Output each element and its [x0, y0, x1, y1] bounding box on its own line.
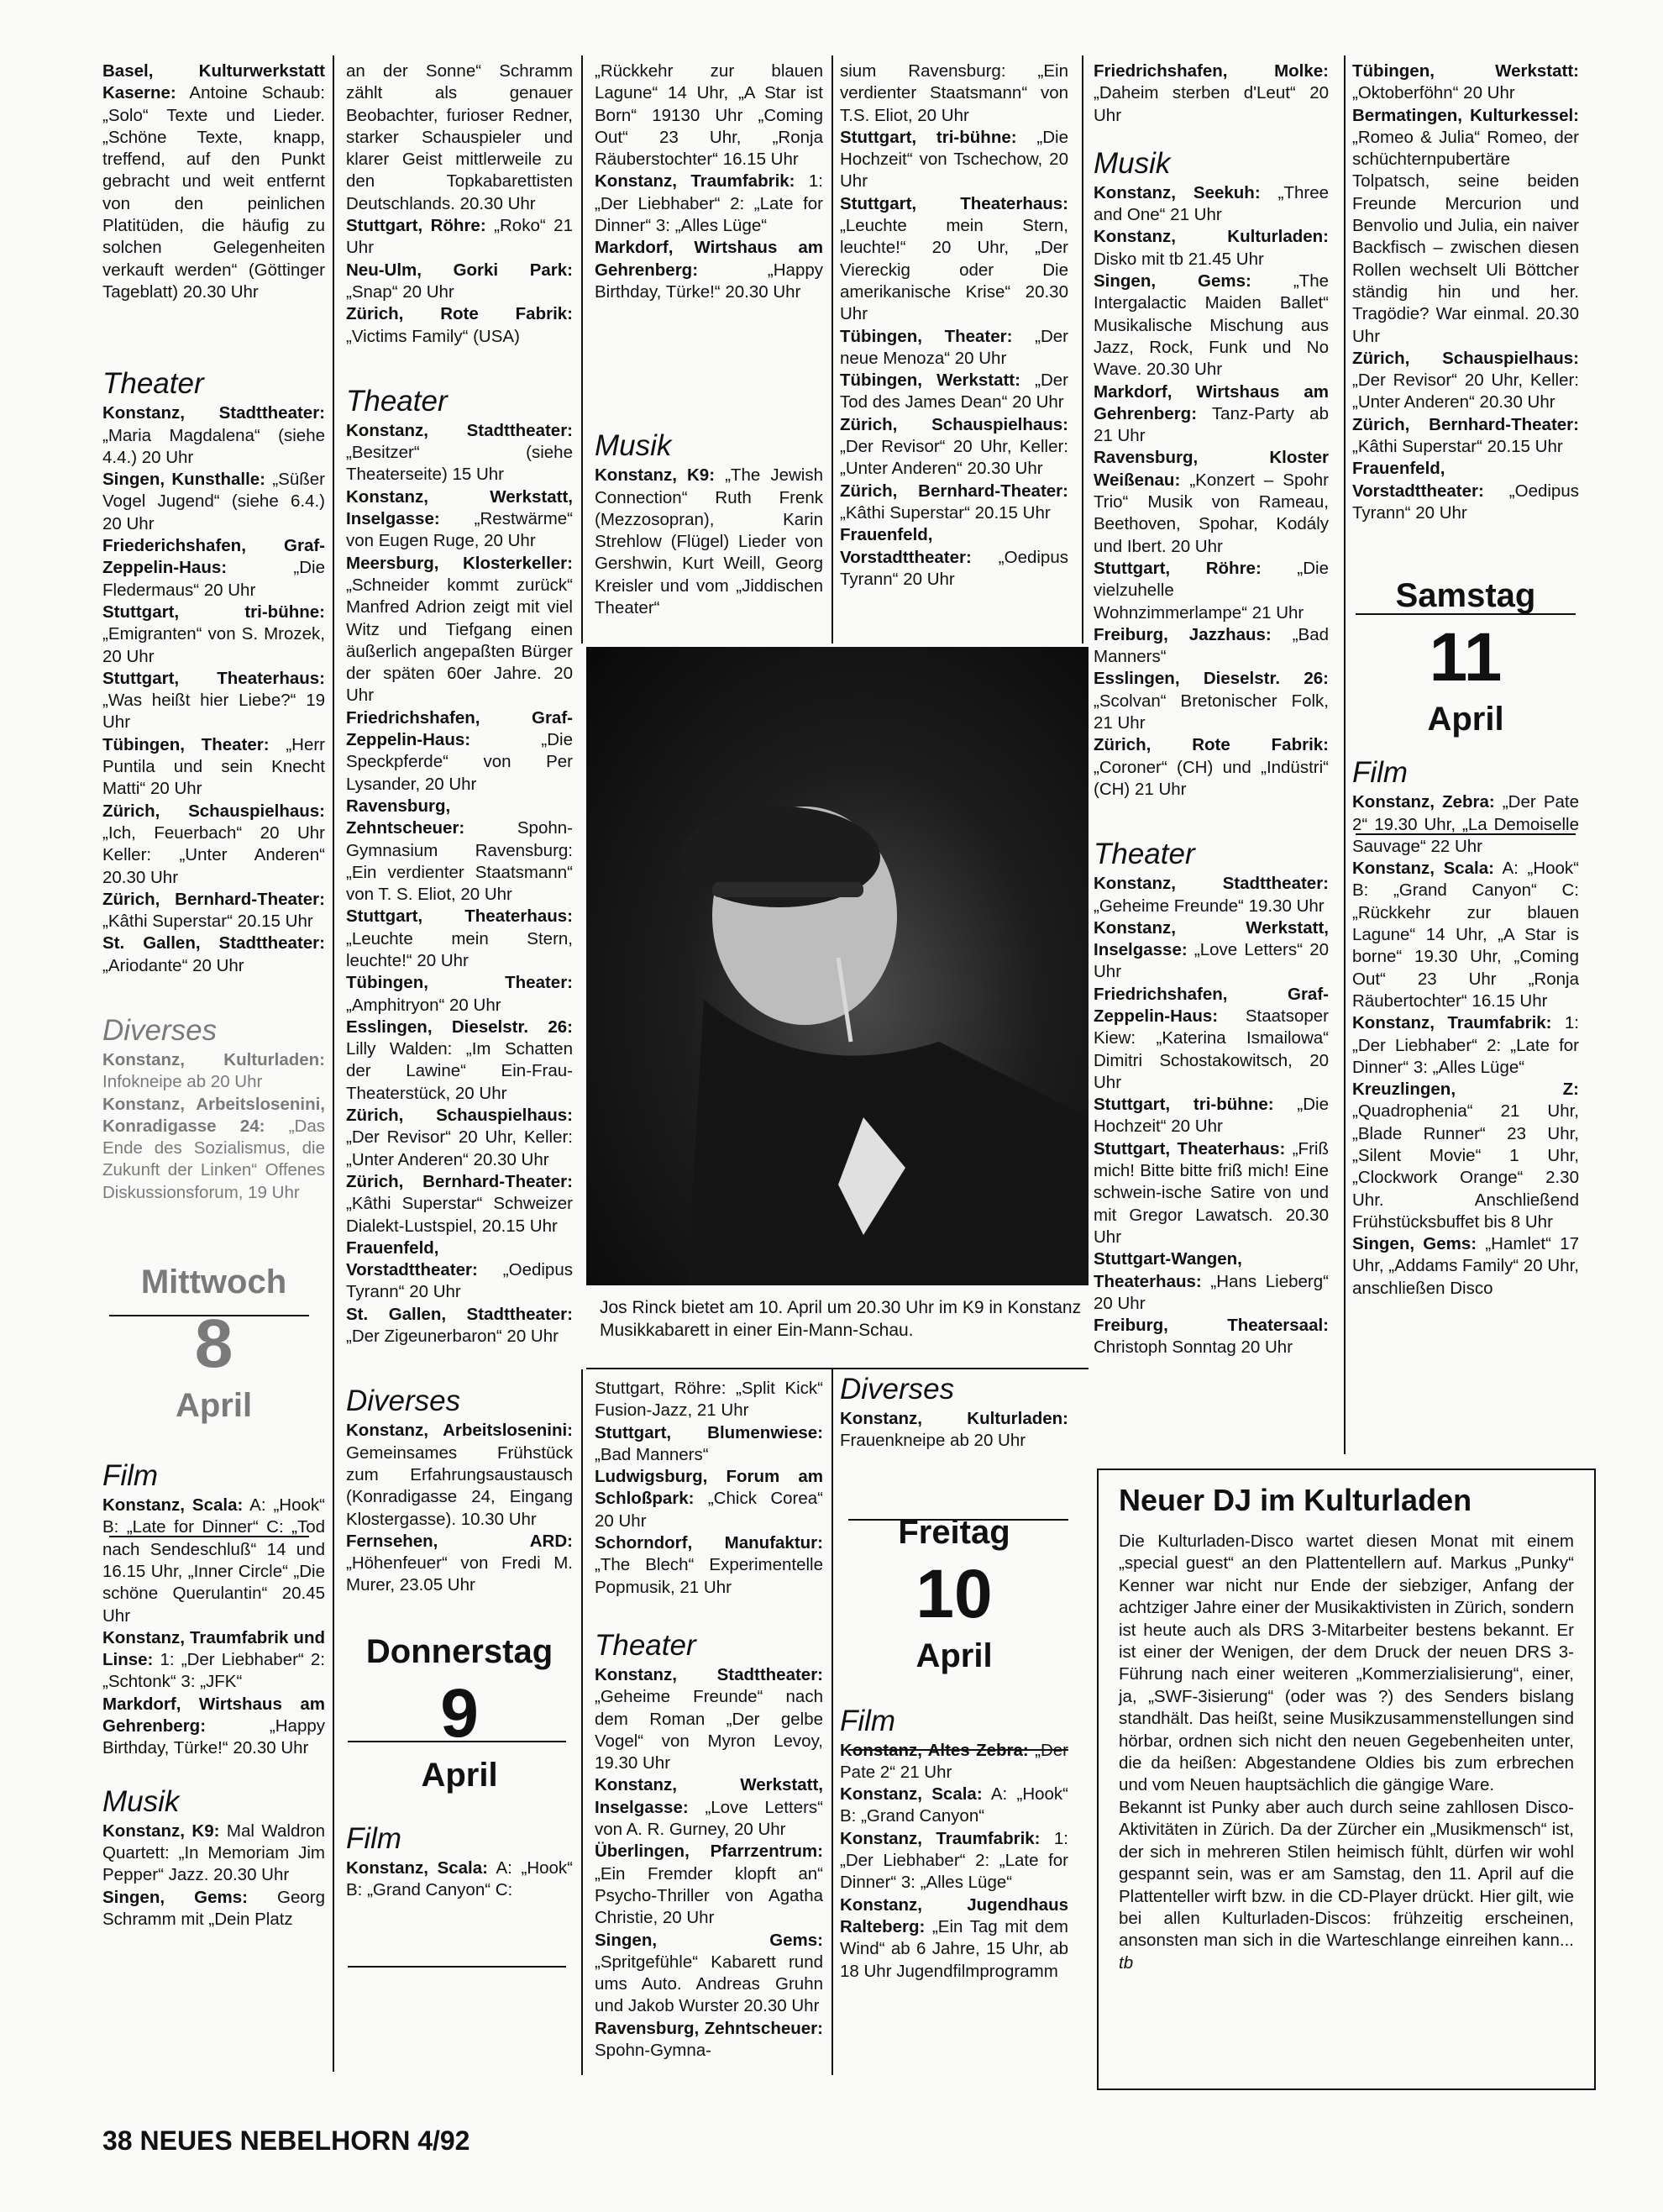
listing-entry: an der Sonne“ Schramm zählt als genauer Beobachter, furioser Redner, starker Schauspieler und klarer Geist mittlerweile zu den Topkabarettisten Deutschlands. 20.30 Uhr — [346, 61, 573, 213]
listing-entry: Konstanz, Kulturladen: Infokneipe ab 20 Uhr — [102, 1049, 325, 1092]
listing-entry: Konstanz, Scala: A: „Hook“ B: „Late for Dinner“ C: „Tod nach Sendeschluß“ 14 und 16.15 Uhr, „Inner Circle“ „Die schöne Querulantin“ 20.45 Uhr — [102, 1495, 325, 1626]
day-header-thursday — [346, 1631, 573, 1795]
section-heading-diverses: Diverses — [346, 1384, 461, 1418]
section-heading-theater: Theater — [1094, 838, 1195, 871]
listing-entry: Stuttgart-Wangen, Theaterhaus: „Hans Lieberg“ 20 Uhr — [1094, 1249, 1329, 1313]
day-rule-bottom — [348, 1966, 566, 1968]
listing-entry: Zürich, Schauspielhaus: „Der Revisor“ 20 Uhr, Keller: „Unter Anderen“ 20.30 Uhr — [1352, 348, 1579, 412]
performer-photo-icon — [586, 647, 1089, 1285]
listing-entry: Friedrichshafen, Molke: „Daheim sterben d'Leut“ 20 Uhr — [1094, 61, 1329, 125]
listing-entry: Stuttgart, Theaterhaus: „Friß mich! Bitte bitte friß mich! Eine schwein-ische Satire von und mit Gregor Lawatsch. 20.30 Uhr — [1094, 1138, 1329, 1247]
listing-entry: Konstanz, Scala: A: „Hook“ B: „Grand Canyon“ C: „Rückkehr zur blauen Lagune“ 14 Uhr, „A Star is borne“ 19.30 Uhr, „Coming Out“ 23 Uhr „Ronja Räubertochter“ 16.15 Uhr — [1352, 859, 1579, 1011]
listing-entry: Zürich, Bernhard-Theater: „Kâthi Superstar“ Schweizer Dialekt-Lustspiel, 20.15 Uhr — [346, 1171, 573, 1236]
listing-entry: Freiburg, Jazzhaus: „Bad Manners“ — [1094, 624, 1329, 667]
listing-entry: Stuttgart, Theaterhaus: „Leuchte mein Stern, leuchte!“ 20 Uhr, „Der Viereckig oder Die amerikanische Krise“ 20.30 Uhr — [840, 193, 1068, 324]
listing-entry: Konstanz, Traumfabrik: 1: „Der Liebhaber“ 2: „Late for Dinner“ 3: „Alles Lüge“ — [840, 1828, 1069, 1893]
article-paragraph: Bekannt ist Punky aber auch durch seine zahllosen Disco-Aktivitäten in Zürich. Da der Zürcher ein „Musikmensch“ ist, der sich in mehreren Stilen heimisch fühlt, dürfen wir wohl gespannt sein, was er am Samstag, den 11. April auf die Plattenteller wirft bzw. in die CD-Player drückt. Hier gilt, wie bei allen Kulturladen-Discos: frühzeitig erscheinen, ansonsten man sich in die Warteschlange einreihen kann... tb — [1119, 1797, 1574, 1973]
listing-entry: Esslingen, Dieselstr. 26: Lilly Walden: „Im Schatten der Lawine“ Ein-Frau-Theaterstück, 20 Uhr — [346, 1017, 573, 1103]
day-header-wednesday — [102, 1261, 325, 1426]
listing-entry: Zürich, Schauspielhaus: „Der Revisor“ 20 Uhr, Keller: „Unter Anderen“ 20.30 Uhr — [346, 1106, 573, 1169]
listing-entry: Stuttgart, Röhre: „Die vielzuhelle Wohnzimmerlampe“ 21 Uhr — [1094, 558, 1329, 623]
day-month: April — [1427, 701, 1504, 738]
section-heading-film: Film — [1352, 756, 1409, 790]
day-header-friday — [840, 1511, 1068, 1676]
listing-entry: Singen, Gems: „Spritgefühle“ Kabarett rund ums Auto. Andreas Gruhn und Jakob Wurster 20.30 Uhr — [595, 1930, 823, 2016]
listing-entry: Konstanz, K9: Mal Waldron Quartett: „In Memoriam Jim Pepper“ Jazz. 20.30 Uhr — [102, 1821, 325, 1885]
listing-entry: Schorndorf, Manufaktur: „The Blech“ Experimentelle Popmusik, 21 Uhr — [595, 1533, 823, 1597]
listing-entry: Konstanz, Kulturladen: Frauenkneipe ab 20 Uhr — [840, 1409, 1068, 1451]
section-heading-theater: Theater — [346, 384, 448, 418]
listing-entry: Konstanz, Jugendhaus Ralteberg: „Ein Tag mit dem Wind“ ab 6 Jahre, 15 Uhr, ab 18 Uhr Jugendfilmprogramm — [840, 1894, 1068, 1981]
column-4-bottom — [840, 1369, 1068, 1983]
listing-entry: Frauenfeld, Vorstadttheater: „Oedipus Tyrann“ 20 Uhr — [1352, 459, 1579, 523]
listing-entry: Konstanz, Stadttheater: „Maria Magdalena“ (siehe 4.4.) 20 Uhr — [102, 403, 325, 467]
column-rule — [581, 55, 583, 644]
listing-entry: Konstanz, Zebra: „Der Pate 2“ 19.30 Uhr, „La Demoiselle Sauvage“ 22 Uhr — [1352, 792, 1580, 856]
listing-entry: Ravensburg, Zehntscheuer: Spohn-Gymna- — [595, 2018, 823, 2061]
section-heading-theater: Theater — [595, 1628, 696, 1662]
listing-entry: Konstanz, Stadttheater: „Geheime Freunde“ nach dem Roman „Der gelbe Vogel“ von Myron Levoy, 19.30 Uhr — [595, 1664, 823, 1773]
section-heading-musik: Musik — [1094, 146, 1171, 180]
listing-entry: Konstanz, Arbeitslosenini: Gemeinsames Frühstück zum Erfahrungsaustausch (Konradigasse 24, Eingang Klostergasse). 10.30 Uhr — [346, 1421, 573, 1529]
column-rule — [1082, 55, 1083, 644]
listing-entry: Ludwigsburg, Forum am Schloßpark: „Chick Corea“ 20 Uhr — [595, 1467, 823, 1531]
day-name: Mittwoch — [140, 1264, 287, 1301]
column-1 — [102, 60, 325, 1931]
listing-entry: Singen, Gems: Georg Schramm mit „Dein Platz — [102, 1887, 326, 1929]
listing-entry: Konstanz, Seekuh: „Three and One“ 21 Uhr — [1094, 182, 1329, 225]
listing-entry: Konstanz, Traumfabrik: 1: „Der Liebhaber“ 2: „Late for Dinner“ 3: „Alles Lüge“ — [1352, 1013, 1580, 1077]
listing-entry: Konstanz, Werkstatt, Inselgasse: „Love Letters“ von A. R. Gurney, 20 Uhr — [595, 1775, 823, 1840]
listing-entry: Singen, Kunsthalle: „Süßer Vogel Jugend“ (siehe 6.4.) 20 Uhr — [102, 470, 325, 533]
listing-entry: Tübingen, Theater: „Herr Puntila und sein Knecht Matti“ 20 Uhr — [102, 734, 325, 799]
listing-entry: Tübingen, Theater: „Der neue Menoza“ 20 Uhr — [840, 326, 1068, 368]
column-4 — [840, 60, 1068, 591]
column-rule — [1344, 55, 1346, 1454]
listing-entry: Frauenfeld, Vorstadttheater: „Oedipus Tyrann“ 20 Uhr — [840, 525, 1068, 589]
day-number: 11 — [1429, 619, 1503, 696]
listing-entry: Stuttgart, tri-bühne: „Die Hochzeit“ 20 Uhr — [1094, 1095, 1329, 1137]
listing-entry: Stuttgart, Theaterhaus: „Leuchte mein Stern, leuchte!“ 20 Uhr — [346, 906, 573, 970]
listing-entry: Konstanz, Stadttheater: „Besitzer“ (siehe Theaterseite) 15 Uhr — [346, 420, 573, 485]
listing-entry: Esslingen, Dieselstr. 26: „Scolvan“ Bretonischer Folk, 21 Uhr — [1094, 669, 1329, 733]
listing-entry: Konstanz, Werkstatt, Inselgasse: „Love Letters“ 20 Uhr — [1094, 917, 1329, 982]
listing-entry: Konstanz, Altes Zebra: „Der Pate 2“ 21 Uhr — [840, 1740, 1068, 1782]
column-3-bottom — [595, 1378, 823, 2062]
jacket-shape — [687, 1000, 1089, 1285]
column-2 — [346, 60, 573, 1901]
section-heading-film: Film — [102, 1459, 159, 1493]
listing-entry: Freiburg, Theatersaal: Christoph Sonntag 20 Uhr — [1094, 1316, 1329, 1358]
day-name: Samstag — [1395, 577, 1536, 615]
listing-entry: Zürich, Bernhard-Theater: „Kâthi Superstar“ 20.15 Uhr — [840, 481, 1068, 523]
column-rule — [333, 55, 334, 2072]
listing-entry: Neu-Ulm, Gorki Park: „Snap“ 20 Uhr — [346, 260, 573, 302]
listing-entry: Tübingen, Werkstatt: „Der Tod des James Dean“ 20 Uhr — [840, 370, 1068, 412]
listing-entry: St. Gallen, Stadttheater: „Der Zigeunerbaron“ 20 Uhr — [346, 1304, 573, 1347]
article-title: Neuer DJ im Kulturladen — [1119, 1483, 1472, 1517]
listing-entry: Frauenfeld, Vorstadttheater: „Oedipus Tyrann“ 20 Uhr — [346, 1237, 573, 1302]
section-heading-musik: Musik — [102, 1784, 180, 1818]
listing-entry: Überlingen, Pfarrzentrum: „Ein Fremder klopft an“ Psycho-Thriller von Agatha Christie, 20 Uhr — [595, 1842, 823, 1928]
day-name: Donnerstag — [365, 1632, 553, 1670]
listing-entry: Kreuzlingen, Z: „Quadrophenia“ 21 Uhr, „Blade Runner“ 23 Uhr, „Silent Movie“ 1 Uhr, „Clockwork Orange“ 2.30 Uhr. Anschließend Frühstücksbuffet bis 8 Uhr — [1352, 1080, 1579, 1232]
listing-entry: Stuttgart, Theaterhaus: „Was heißt hier Liebe?“ 19 Uhr — [102, 668, 325, 733]
section-heading-film: Film — [840, 1704, 896, 1737]
listing-entry: Ravensburg, Kloster Weißenau: „Konzert – Spohr Trio“ Musik von Rameau, Beethoven, Spohar, Kodály und Ibert. 20 Uhr — [1094, 448, 1329, 556]
listing-entry: Markdorf, Wirtshaus am Gehrenberg: „Happy Birthday, Türke!“ 20.30 Uhr — [595, 238, 823, 302]
listing-entry: Konstanz, K9: „The Jewish Connection“ Ruth Frenk (Mezzosopran), Karin Strehlow (Flügel) Lieder von Gershwin, Kurt Weill, Georg Kreisler und vom „Jiddischen Theater“ — [595, 465, 823, 618]
listing-entry: Stuttgart, Blumenwiese: „Bad Manners“ — [595, 1422, 823, 1464]
day-number: 8 — [194, 1306, 233, 1383]
listing-entry: Stuttgart, Röhre: „Roko“ 21 Uhr — [346, 216, 573, 258]
listing-entry: Tübingen, Werkstatt: „Oktoberföhn“ 20 Uhr — [1352, 61, 1579, 103]
day-month: April — [175, 1387, 253, 1425]
listing-entry: St. Gallen, Stadttheater: „Ariodante“ 20 Uhr — [102, 933, 325, 975]
listing-entry: Zürich, Bernhard-Theater: „Kâthi Superstar“ 20.15 Uhr — [1352, 414, 1579, 457]
column-6 — [1352, 60, 1579, 1300]
listing-entry: Singen, Gems: „The Intergalactic Maiden Ballet“ Musikalische Mischung aus Jazz, Rock, Funk und No Wave. 20.30 Uhr — [1094, 271, 1329, 380]
listing-entry: Friederichshafen, Graf-Zeppelin-Haus: „Die Fledermaus“ 20 Uhr — [102, 536, 325, 600]
section-heading-theater: Theater — [102, 367, 204, 401]
listing-entry: Konstanz, Kulturladen: Disko mit tb 21.45 Uhr — [1094, 227, 1329, 269]
listing-entry: Zürich, Rote Fabrik: „Coroner“ (CH) und „Indüstri“ (CH) 21 Uhr — [1094, 735, 1329, 799]
article-box — [1097, 1469, 1596, 2090]
listing-entry: Ravensburg, Zehntscheuer: Spohn-Gymnasium Ravensburg: „Ein verdienter Staatsmann“ von T. S. Eliot, 20 Uhr — [346, 796, 573, 905]
listing-entry: Konstanz, Scala: A: „Hook“ B: „Grand Canyon“ — [840, 1784, 1069, 1826]
photo-caption: Jos Rinck bietet am 10. April um 20.30 Uhr im K9 in Konstanz Musikkabarett in einer Ein-Mann-Schau. — [600, 1298, 1082, 1340]
section-heading-diverses: Diverses — [840, 1373, 955, 1405]
listing-entry: Markdorf, Wirtshaus am Gehrenberg: Tanz-Party ab 21 Uhr — [1094, 381, 1329, 446]
listing-entry: Fernsehen, ARD: „Höhenfeuer“ von Fredi M. Murer, 23.05 Uhr — [346, 1531, 573, 1595]
listing-entry: „Rückkehr zur blauen Lagune“ 14 Uhr, „A Star ist Born“ 19130 Uhr „Coming Out“ 23 Uhr, „Ronja Räuberstochter“ 16.15 Uhr — [595, 61, 823, 170]
section-heading-film: Film — [346, 1821, 402, 1855]
column-rule — [581, 1369, 583, 2075]
day-month: April — [421, 1756, 498, 1794]
listing-entry: Singen, Gems: „Hamlet“ 17 Uhr, „Addams Family“ 20 Uhr, anschließen Disco — [1352, 1234, 1579, 1298]
listing-entry: Zürich, Bernhard-Theater: „Kâthi Superstar“ 20.15 Uhr — [102, 889, 325, 932]
section-heading-diverses: Diverses — [102, 1013, 218, 1047]
listing-entry: Meersburg, Klosterkeller: „Schneider kommt zurück“ Manfred Adrion zeigt mit viel Witz und Tiefgang einen äußerlich angepaßten Bürger der späten 60er Jahre. 20 Uhr — [346, 553, 573, 706]
listing-entry: Konstanz, Stadttheater: „Geheime Freunde“ 19.30 Uhr — [1094, 874, 1329, 916]
listing-entry: Stuttgart, tri-bühne: „Emigranten“ von S. Mrozek, 20 Uhr — [102, 602, 325, 666]
listing-entry: Bermatingen, Kulturkessel: „Romeo & Julia“ Romeo, der schüchternpubertäre Tolpatsch, seine beiden Freunde Mercurion und Benvolio und Julia, ein naiver Backfisch – zwischen diesen Rollen wechselt Uli Böttcher ständig hin und her. Tragödie? War einmal. 20.30 Uhr — [1352, 105, 1579, 346]
day-header-saturday — [1352, 575, 1579, 739]
listing-entry: Friedrichshafen, Graf-Zeppelin-Haus: Staatsoper Kiew: „Katerina Ismailowa“ Dimitri Schostakowitsch, 20 Uhr — [1094, 984, 1329, 1092]
day-number: 9 — [440, 1674, 479, 1752]
listing-entry: Stuttgart, Röhre: „Split Kick“ Fusion-Jazz, 21 Uhr — [595, 1379, 823, 1421]
article-paragraph: Die Kulturladen-Disco wartet diesen Monat mit einem „special guest“ an den Plattentellern auf. Markus „Punky“ Kenner war nicht nur Ende der siebziger, Anfang der achtziger Jahre einer der Musikaktivisten in Zürich, sondern ist heute auch als DRS 3-Mitarbeiter bestens bekannt. Er ist einer der Wenigen, der dem Druck der neuen DRS 3-Führung nach einer weiteren „Kommerzialisierung“, einer, ja, „SWF-3isierung“ (oder was ?) des Senders bislang standhält. Das heißt, seine Musikzusammenstellungen sind hörbar, ordnen sich nicht den neuen Gegebenheiten unter, die da heißen: Abgestandene Oldies bis zum erbrechen und vom Neuen hauptsächlich die gängige Ware. — [1119, 1532, 1574, 1795]
day-month: April — [915, 1637, 993, 1674]
listing-entry: Konstanz, Traumfabrik: 1: „Der Liebhaber“ 2: „Late for Dinner“ 3: „Alles Lüge“ — [595, 171, 824, 236]
listing-entry: Konstanz, Scala: A: „Hook“ B: „Grand Canyon“ C: — [346, 1857, 573, 1899]
column-5 — [1094, 60, 1329, 1359]
day-name: Freitag — [898, 1513, 1010, 1551]
listing-entry: Konstanz, Traumfabrik und Linse: 1: „Der Liebhaber“ 2: „Schtonk“ 3: „JFK“ — [102, 1627, 325, 1692]
column-3 — [595, 60, 823, 619]
day-number: 10 — [915, 1555, 993, 1632]
column-rule — [832, 1369, 833, 2075]
photo-jos-rinck — [586, 647, 1089, 1285]
listing-entry: Zürich, Schauspielhaus: „Der Revisor“ 20 Uhr, Keller: „Unter Anderen“ 20.30 Uhr — [840, 414, 1068, 479]
article-signature: tb — [1119, 1952, 1134, 1973]
page-footer: 38 NEUES NEBELHORN 4/92 — [102, 2125, 470, 2156]
section-heading-musik: Musik — [595, 429, 672, 463]
listing-entry: Markdorf, Wirtshaus am Gehrenberg: „Happy Birthday, Türke!“ 20.30 Uhr — [102, 1694, 325, 1758]
listing-entry: Stuttgart, tri-bühne: „Die Hochzeit“ von Tschechow, 20 Uhr — [840, 127, 1068, 192]
listing-entry: Tübingen, Theater: „Amphitryon“ 20 Uhr — [346, 973, 573, 1015]
listing-entry: Konstanz, Arbeitslosenini, Konradigasse 24: „Das Ende des Sozialismus, die Zukunft der Linken“ Offenes Diskussionsforum, 19 Uhr — [102, 1094, 325, 1202]
listing-entry: Zürich, Schauspielhaus: „Ich, Feuerbach“ 20 Uhr Keller: „Unter Anderen“ 20.30 Uhr — [102, 801, 325, 887]
listing-entry: Basel, Kulturwerkstatt Kaserne: Antoine Schaub: „Solo“ Texte und Lieder. „Schöne Texte, knapp, treffend, auf den Punkt gebracht und weit entfernt von den peinlichen Platitüden, die häufig zu solchen Gelegenheiten verkauft werden“ (Göttinger Tageblatt) 20.30 Uhr — [102, 61, 325, 302]
listing-entry: Zürich, Rote Fabrik: „Victims Family“ (USA) — [346, 304, 573, 346]
column-rule — [832, 55, 833, 644]
listing-entry: Konstanz, Werkstatt, Inselgasse: „Restwärme“ von Eugen Ruge, 20 Uhr — [346, 486, 573, 551]
glasses-shape — [712, 882, 863, 897]
listing-entry: sium Ravensburg: „Ein verdienter Staatsmann“ von T.S. Eliot, 20 Uhr — [840, 61, 1068, 125]
listing-entry: Friedrichshafen, Graf-Zeppelin-Haus: „Die Speckpferde“ von Per Lysander, 20 Uhr — [346, 707, 573, 794]
